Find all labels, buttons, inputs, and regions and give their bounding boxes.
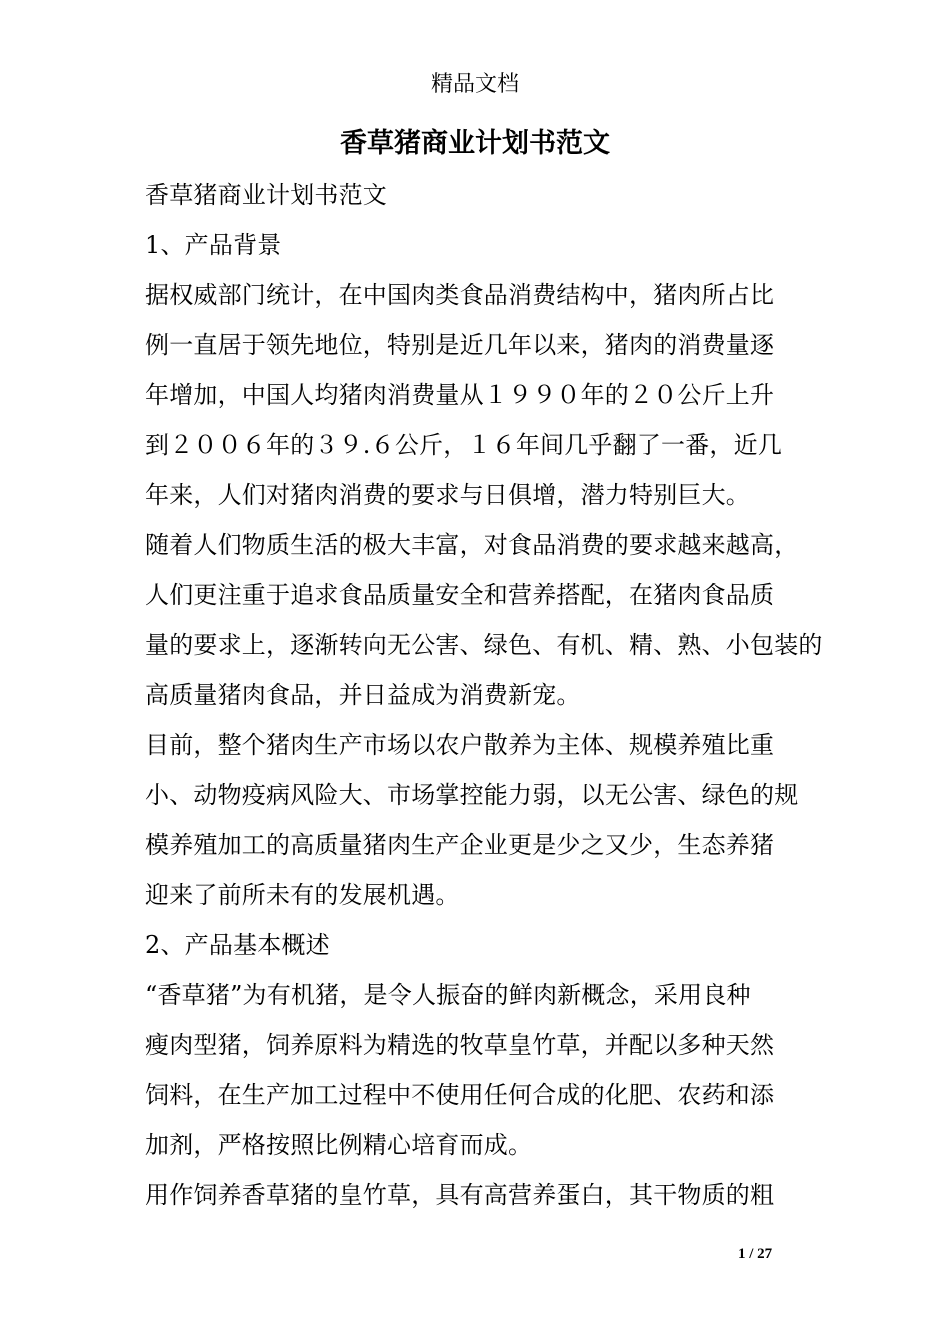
body-line: “香草猪”为有机猪，是令人振奋的鲜肉新概念，采用良种 bbox=[145, 981, 751, 1009]
body-line: 香草猪商业计划书范文 bbox=[145, 181, 387, 209]
body-line: 随着人们物质生活的极大丰富，对食品消费的要求越来越高， bbox=[145, 531, 799, 559]
body-line: 瘦肉型猪，饲养原料为精选的牧草皇竹草，并配以多种天然 bbox=[145, 1031, 775, 1059]
body-line: 年增加，中国人均猪肉消费量从１９９０年的２０公斤上升 bbox=[145, 381, 775, 409]
body-line: 目前，整个猪肉生产市场以农户散养为主体、规模养殖比重 bbox=[145, 731, 775, 759]
body-line: 小、动物疫病风险大、市场掌控能力弱，以无公害、绿色的规 bbox=[145, 781, 799, 809]
body-line: 模养殖加工的高质量猪肉生产企业更是少之又少，生态养猪 bbox=[145, 831, 775, 859]
body-line: 年来，人们对猪肉消费的要求与日俱增，潜力特别巨大。 bbox=[145, 481, 750, 509]
section-heading: 2、产品基本概述 bbox=[145, 931, 330, 959]
page-number: 1 / 27 bbox=[738, 1246, 773, 1262]
document-title: 香草猪商业计划书范文 bbox=[340, 128, 610, 159]
body-line: 饲料，在生产加工过程中不使用任何合成的化肥、农药和添 bbox=[145, 1081, 775, 1109]
body-line: 例一直居于领先地位，特别是近几年以来，猪肉的消费量逐 bbox=[145, 331, 775, 359]
body-line: 到２００６年的３９.６公斤，１６年间几乎翻了一番，近几 bbox=[145, 431, 783, 459]
body-line: 加剂，严格按照比例精心培育而成。 bbox=[145, 1131, 533, 1159]
document-body bbox=[145, 170, 823, 1220]
body-line: 据权威部门统计，在中国肉类食品消费结构中，猪肉所占比 bbox=[145, 281, 775, 309]
body-line: 迎来了前所未有的发展机遇。 bbox=[145, 881, 460, 909]
body-line: 量的要求上，逐渐转向无公害、绿色、有机、精、熟、小包装的 bbox=[145, 631, 823, 659]
body-line: 用作饲养香草猪的皇竹草，具有高营养蛋白，其干物质的粗 bbox=[145, 1181, 775, 1209]
body-line: 人们更注重于追求食品质量安全和营养搭配，在猪肉食品质 bbox=[145, 581, 775, 609]
section-heading: 1、产品背景 bbox=[145, 231, 282, 259]
page-header: 精品文档 bbox=[430, 72, 519, 97]
body-line: 高质量猪肉食品，并日益成为消费新宠。 bbox=[145, 681, 581, 709]
